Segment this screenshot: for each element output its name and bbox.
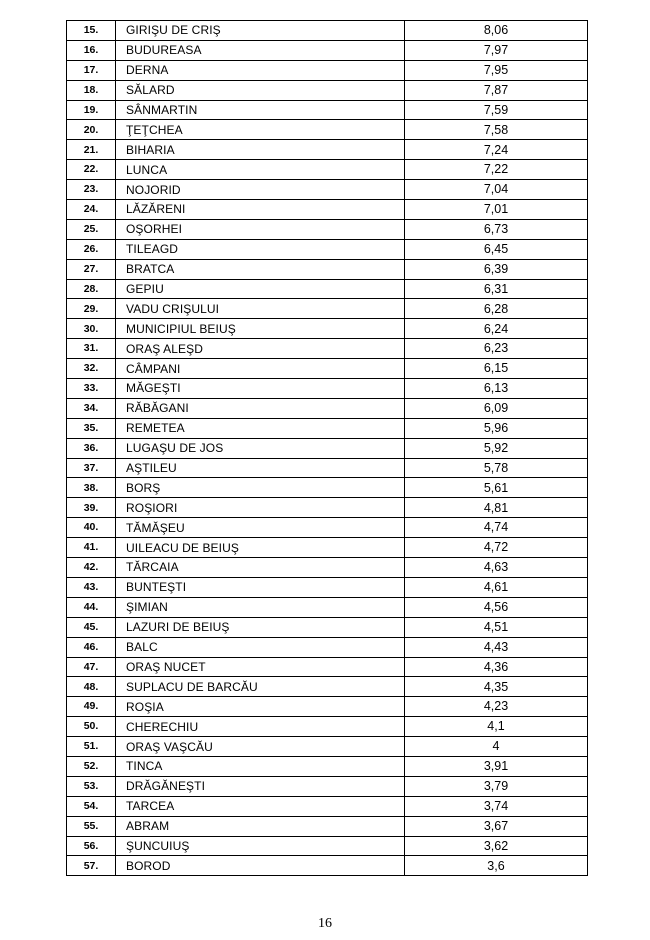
locality-name: BUDUREASA xyxy=(116,40,405,60)
score-value: 7,04 xyxy=(405,180,588,200)
score-value: 6,28 xyxy=(405,299,588,319)
locality-name: CHERECHIU xyxy=(116,717,405,737)
table-row xyxy=(67,597,588,617)
locality-name: VADU CRIŞULUI xyxy=(116,299,405,319)
rank-number: 36. xyxy=(67,438,116,458)
score-value: 6,15 xyxy=(405,359,588,379)
rank-number: 31. xyxy=(67,339,116,359)
table-row xyxy=(67,836,588,856)
locality-name: MĂGEŞTI xyxy=(116,379,405,399)
rank-number: 28. xyxy=(67,279,116,299)
table-row xyxy=(67,180,588,200)
locality-name: BUNTEŞTI xyxy=(116,577,405,597)
rank-number: 32. xyxy=(67,359,116,379)
table-row xyxy=(67,279,588,299)
table-row xyxy=(67,538,588,558)
ranking-table-body xyxy=(67,21,588,876)
table-row xyxy=(67,359,588,379)
table-row xyxy=(67,60,588,80)
table-row xyxy=(67,219,588,239)
page-number: 16 xyxy=(318,916,332,931)
rank-number: 19. xyxy=(67,100,116,120)
locality-name: GEPIU xyxy=(116,279,405,299)
locality-name: SÂNMARTIN xyxy=(116,100,405,120)
locality-name: OŞORHEI xyxy=(116,219,405,239)
locality-name: ORAŞ VAŞCĂU xyxy=(116,737,405,757)
score-value: 7,59 xyxy=(405,100,588,120)
rank-number: 21. xyxy=(67,140,116,160)
rank-number: 42. xyxy=(67,558,116,578)
locality-name: SUPLACU DE BARCĂU xyxy=(116,677,405,697)
table-row xyxy=(67,200,588,220)
rank-number: 26. xyxy=(67,239,116,259)
table-row xyxy=(67,120,588,140)
rank-number: 35. xyxy=(67,418,116,438)
rank-number: 33. xyxy=(67,379,116,399)
score-value: 3,67 xyxy=(405,816,588,836)
locality-name: BIHARIA xyxy=(116,140,405,160)
score-value: 4,74 xyxy=(405,518,588,538)
table-row xyxy=(67,398,588,418)
table-row xyxy=(67,776,588,796)
table-row xyxy=(67,856,588,876)
table-row xyxy=(67,80,588,100)
table-row xyxy=(67,160,588,180)
score-value: 5,78 xyxy=(405,458,588,478)
rank-number: 48. xyxy=(67,677,116,697)
table-row xyxy=(67,816,588,836)
rank-number: 15. xyxy=(67,21,116,41)
table-row xyxy=(67,299,588,319)
rank-number: 50. xyxy=(67,717,116,737)
rank-number: 37. xyxy=(67,458,116,478)
score-value: 4,36 xyxy=(405,657,588,677)
rank-number: 22. xyxy=(67,160,116,180)
rank-number: 40. xyxy=(67,518,116,538)
table-row xyxy=(67,259,588,279)
locality-name: UILEACU DE BEIUŞ xyxy=(116,538,405,558)
table-row xyxy=(67,697,588,717)
table-row xyxy=(67,40,588,60)
table-row xyxy=(67,319,588,339)
score-value: 5,96 xyxy=(405,418,588,438)
score-value: 4,63 xyxy=(405,558,588,578)
table-row xyxy=(67,478,588,498)
table-row xyxy=(67,379,588,399)
table-row xyxy=(67,657,588,677)
score-value: 4,1 xyxy=(405,717,588,737)
rank-number: 57. xyxy=(67,856,116,876)
score-value: 6,39 xyxy=(405,259,588,279)
rank-number: 51. xyxy=(67,737,116,757)
score-value: 7,22 xyxy=(405,160,588,180)
score-value: 6,09 xyxy=(405,398,588,418)
score-value: 4,72 xyxy=(405,538,588,558)
rank-number: 27. xyxy=(67,259,116,279)
rank-number: 47. xyxy=(67,657,116,677)
table-row xyxy=(67,418,588,438)
table-row xyxy=(67,438,588,458)
table-row xyxy=(67,458,588,478)
locality-name: LĂZĂRENI xyxy=(116,200,405,220)
table-row xyxy=(67,558,588,578)
score-value: 3,62 xyxy=(405,836,588,856)
locality-name: ORAŞ NUCET xyxy=(116,657,405,677)
rank-number: 25. xyxy=(67,219,116,239)
locality-name: TILEAGD xyxy=(116,239,405,259)
locality-name: BOROD xyxy=(116,856,405,876)
score-value: 7,24 xyxy=(405,140,588,160)
locality-name: GIRIŞU DE CRIŞ xyxy=(116,21,405,41)
locality-name: AŞTILEU xyxy=(116,458,405,478)
table-row xyxy=(67,756,588,776)
locality-name: SĂLARD xyxy=(116,80,405,100)
score-value: 6,31 xyxy=(405,279,588,299)
locality-name: LUNCA xyxy=(116,160,405,180)
rank-number: 20. xyxy=(67,120,116,140)
score-value: 6,73 xyxy=(405,219,588,239)
locality-name: LUGAŞU DE JOS xyxy=(116,438,405,458)
locality-name: RĂBĂGANI xyxy=(116,398,405,418)
score-value: 6,24 xyxy=(405,319,588,339)
rank-number: 41. xyxy=(67,538,116,558)
locality-name: TĂMĂŞEU xyxy=(116,518,405,538)
table-row xyxy=(67,677,588,697)
score-value: 5,92 xyxy=(405,438,588,458)
table-row xyxy=(67,796,588,816)
rank-number: 23. xyxy=(67,180,116,200)
score-value: 6,45 xyxy=(405,239,588,259)
rank-number: 49. xyxy=(67,697,116,717)
ranking-table xyxy=(66,20,588,876)
rank-number: 56. xyxy=(67,836,116,856)
rank-number: 30. xyxy=(67,319,116,339)
score-value: 6,13 xyxy=(405,379,588,399)
score-value: 3,74 xyxy=(405,796,588,816)
locality-name: MUNICIPIUL BEIUŞ xyxy=(116,319,405,339)
rank-number: 16. xyxy=(67,40,116,60)
rank-number: 29. xyxy=(67,299,116,319)
score-value: 4 xyxy=(405,737,588,757)
locality-name: ROŞIA xyxy=(116,697,405,717)
table-row xyxy=(67,100,588,120)
locality-name: DRĂGĂNEŞTI xyxy=(116,776,405,796)
table-row xyxy=(67,239,588,259)
locality-name: ŢEŢCHEA xyxy=(116,120,405,140)
score-value: 4,81 xyxy=(405,498,588,518)
table-row xyxy=(67,140,588,160)
rank-number: 53. xyxy=(67,776,116,796)
locality-name: ORAŞ ALEŞD xyxy=(116,339,405,359)
rank-number: 17. xyxy=(67,60,116,80)
locality-name: ŞIMIAN xyxy=(116,597,405,617)
score-value: 7,97 xyxy=(405,40,588,60)
locality-name: ABRAM xyxy=(116,816,405,836)
score-value: 7,58 xyxy=(405,120,588,140)
rank-number: 46. xyxy=(67,637,116,657)
locality-name: CÂMPANI xyxy=(116,359,405,379)
score-value: 8,06 xyxy=(405,21,588,41)
locality-name: TĂRCAIA xyxy=(116,558,405,578)
locality-name: REMETEA xyxy=(116,418,405,438)
table-row xyxy=(67,498,588,518)
table-row xyxy=(67,518,588,538)
score-value: 7,95 xyxy=(405,60,588,80)
locality-name: DERNA xyxy=(116,60,405,80)
rank-number: 45. xyxy=(67,617,116,637)
rank-number: 24. xyxy=(67,200,116,220)
locality-name: ŞUNCUIUŞ xyxy=(116,836,405,856)
table-row xyxy=(67,637,588,657)
score-value: 3,91 xyxy=(405,756,588,776)
table-row xyxy=(67,717,588,737)
locality-name: BORŞ xyxy=(116,478,405,498)
score-value: 7,01 xyxy=(405,200,588,220)
locality-name: TINCA xyxy=(116,756,405,776)
score-value: 4,51 xyxy=(405,617,588,637)
locality-name: ROŞIORI xyxy=(116,498,405,518)
score-value: 4,43 xyxy=(405,637,588,657)
table-row xyxy=(67,21,588,41)
locality-name: TARCEA xyxy=(116,796,405,816)
rank-number: 38. xyxy=(67,478,116,498)
rank-number: 52. xyxy=(67,756,116,776)
rank-number: 39. xyxy=(67,498,116,518)
table-row xyxy=(67,737,588,757)
table-row xyxy=(67,617,588,637)
locality-name: LAZURI DE BEIUŞ xyxy=(116,617,405,637)
score-value: 5,61 xyxy=(405,478,588,498)
rank-number: 34. xyxy=(67,398,116,418)
rank-number: 55. xyxy=(67,816,116,836)
table-row xyxy=(67,577,588,597)
score-value: 7,87 xyxy=(405,80,588,100)
score-value: 4,35 xyxy=(405,677,588,697)
rank-number: 44. xyxy=(67,597,116,617)
locality-name: NOJORID xyxy=(116,180,405,200)
table-row xyxy=(67,339,588,359)
score-value: 3,6 xyxy=(405,856,588,876)
rank-number: 18. xyxy=(67,80,116,100)
score-value: 4,23 xyxy=(405,697,588,717)
score-value: 4,56 xyxy=(405,597,588,617)
score-value: 4,61 xyxy=(405,577,588,597)
score-value: 3,79 xyxy=(405,776,588,796)
rank-number: 54. xyxy=(67,796,116,816)
rank-number: 43. xyxy=(67,577,116,597)
locality-name: BALC xyxy=(116,637,405,657)
score-value: 6,23 xyxy=(405,339,588,359)
locality-name: BRATCA xyxy=(116,259,405,279)
